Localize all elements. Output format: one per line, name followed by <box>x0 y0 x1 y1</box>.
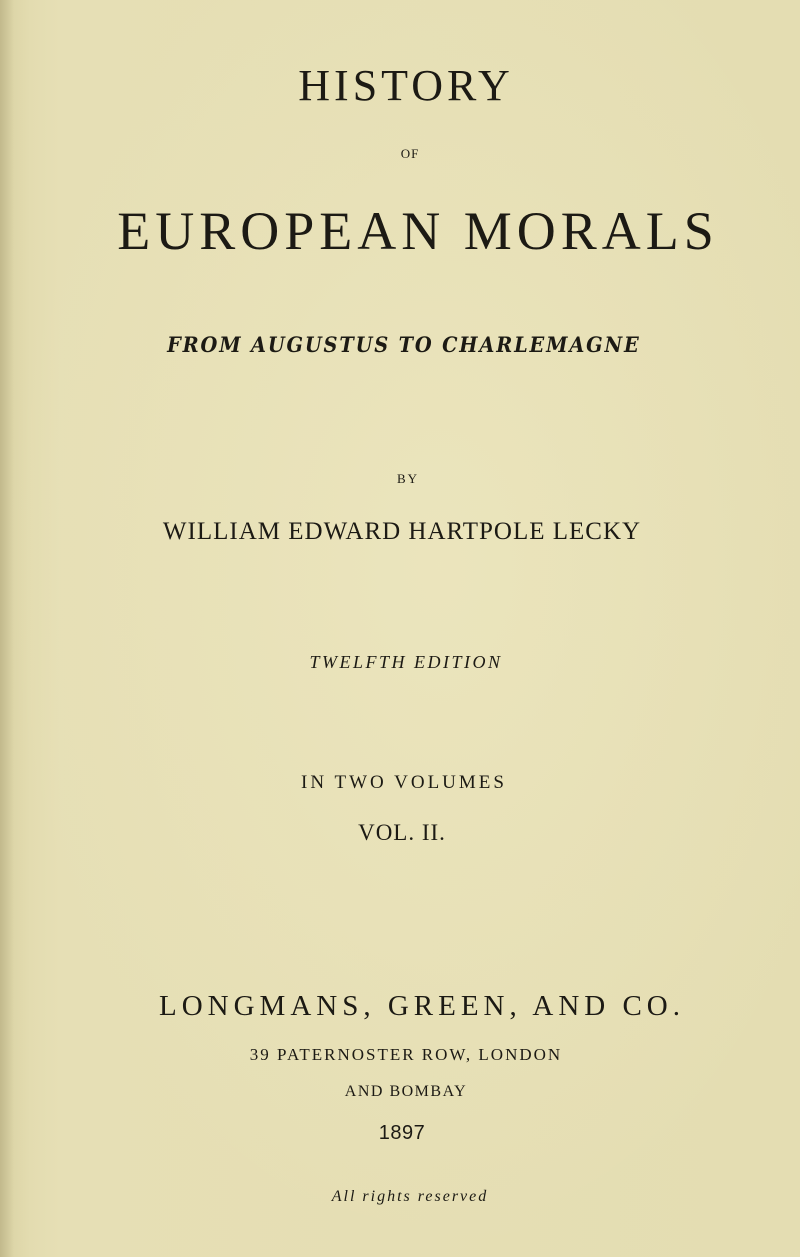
book-subtitle: FROM AUGUSTUS TO CHARLEMAGNE <box>167 332 641 357</box>
title-connector: OF <box>400 146 420 161</box>
publication-year: 1897 <box>378 1122 426 1144</box>
book-title: HISTORY <box>298 61 514 110</box>
book-title-subject: EUROPEAN MORALS <box>117 201 719 261</box>
volumes-count: IN TWO VOLUMES <box>301 772 507 793</box>
publisher-name: LONGMANS, GREEN, AND CO. <box>158 990 685 1022</box>
publisher-address: 39 PATERNOSTER ROW, LONDON <box>249 1045 563 1064</box>
author-name: WILLIAM EDWARD HARTPOLE LECKY <box>162 518 642 545</box>
edition-label: TWELFTH EDITION <box>309 652 503 672</box>
rights-notice: All rights reserved <box>331 1188 489 1205</box>
by-line: BY <box>396 471 420 486</box>
volume-number: VOL. II. <box>358 820 446 845</box>
publisher-city: AND BOMBAY <box>344 1083 468 1100</box>
